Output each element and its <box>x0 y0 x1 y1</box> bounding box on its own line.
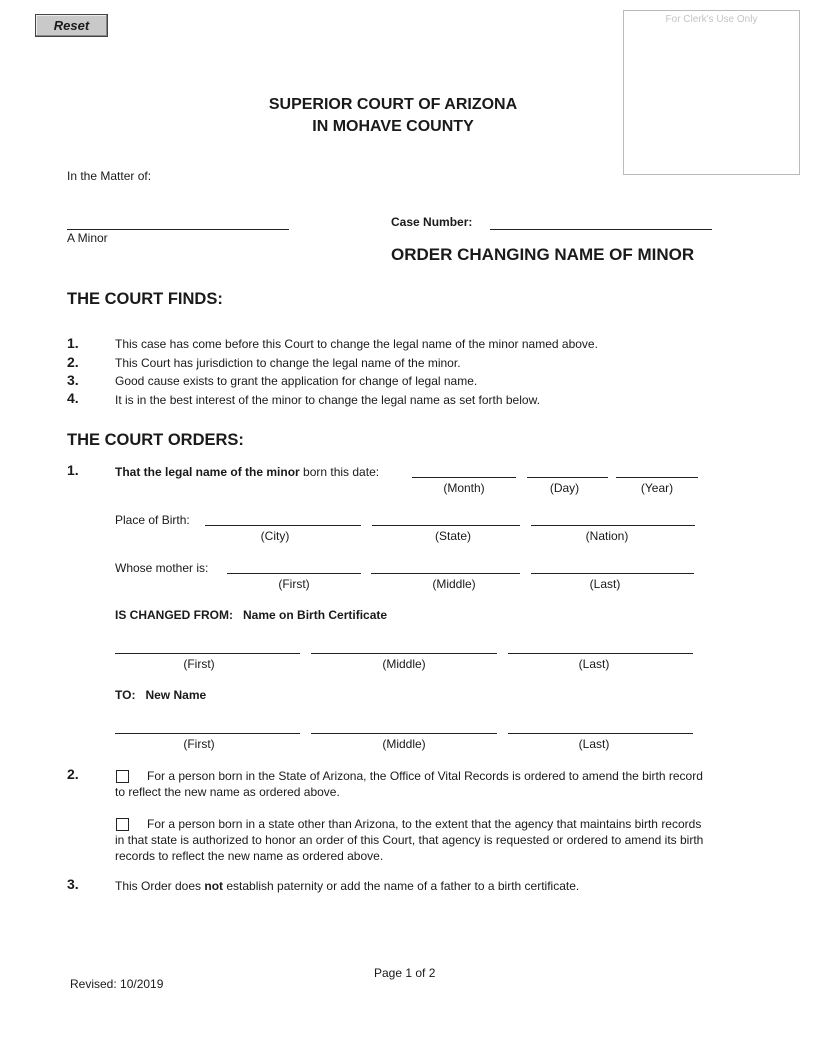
mother-first-label: (First) <box>278 577 310 591</box>
year-label: (Year) <box>640 481 674 495</box>
to-last-label: (Last) <box>578 737 610 751</box>
to-heading <box>115 688 206 702</box>
birth-day-field[interactable] <box>527 477 608 478</box>
from-middle-field[interactable] <box>311 653 497 654</box>
changed-from-label: IS CHANGED FROM: <box>115 608 233 622</box>
order-number: 1. <box>67 462 79 478</box>
order-number: 3. <box>67 876 79 892</box>
mother-label: Whose mother is: <box>115 561 209 575</box>
order1-lead-bold: That the legal name of the minor <box>115 465 300 479</box>
order3-text-after: establish paternity or add the name of a father to a birth certificate. <box>223 879 580 893</box>
from-first-label: (First) <box>183 657 215 671</box>
order-number: 2. <box>67 766 79 782</box>
from-last-field[interactable] <box>508 653 693 654</box>
minor-name-line <box>67 229 289 230</box>
from-last-label: (Last) <box>578 657 610 671</box>
changed-from-sub: Name on Birth Certificate <box>243 608 388 622</box>
place-of-birth-label: Place of Birth: <box>115 513 190 527</box>
to-label: TO: <box>115 688 136 702</box>
court-orders-heading: THE COURT ORDERS: <box>67 431 244 449</box>
case-number-line <box>490 229 712 230</box>
case-number-label: Case Number: <box>391 215 473 229</box>
from-first-field[interactable] <box>115 653 300 654</box>
mother-last-label: (Last) <box>589 577 621 591</box>
nation-label: (Nation) <box>585 529 629 543</box>
court-finds-heading: THE COURT FINDS: <box>67 290 223 308</box>
city-label: (City) <box>260 529 290 543</box>
page-number: Page 1 of 2 <box>374 966 436 980</box>
birth-nation-field[interactable] <box>531 525 695 526</box>
arizona-birth-text: For a person born in the State of Arizona, the Office of Vital Records is ordered to amend the birth record to reflect the new name as ordered above. <box>115 769 703 799</box>
to-first-label: (First) <box>183 737 215 751</box>
finding-number: 1. <box>67 335 79 351</box>
finding-number: 3. <box>67 372 79 388</box>
order1-lead-rest: born this date: <box>299 465 380 479</box>
to-middle-field[interactable] <box>311 733 497 734</box>
mother-first-field[interactable] <box>227 573 361 574</box>
birth-city-field[interactable] <box>205 525 361 526</box>
day-label: (Day) <box>549 481 580 495</box>
finding-number: 2. <box>67 354 79 370</box>
birth-month-field[interactable] <box>412 477 516 478</box>
court-name: SUPERIOR COURT OF ARIZONA <box>268 96 518 113</box>
court-county: IN MOHAVE COUNTY <box>312 118 474 135</box>
clerk-use-box <box>623 10 800 175</box>
mother-middle-label: (Middle) <box>432 577 476 591</box>
minor-name-field[interactable] <box>67 211 289 227</box>
to-middle-label: (Middle) <box>382 737 426 751</box>
birth-year-field[interactable] <box>616 477 698 478</box>
to-first-field[interactable] <box>115 733 300 734</box>
finding-text: Good cause exists to grant the application for change of legal name. <box>115 374 478 388</box>
to-last-field[interactable] <box>508 733 693 734</box>
reset-button[interactable]: Reset <box>35 14 108 37</box>
case-number-field[interactable] <box>490 213 712 229</box>
finding-text: This case has come before this Court to change the legal name of the minor named above. <box>115 337 598 351</box>
to-sub: New Name <box>145 688 207 702</box>
finding-text: It is in the best interest of the minor to change the legal name as set forth below. <box>115 393 540 407</box>
in-matter-of-label: In the Matter of: <box>67 169 152 183</box>
from-middle-label: (Middle) <box>382 657 426 671</box>
order3-text <box>115 879 579 893</box>
order3-text-before: This Order does <box>115 879 205 893</box>
birth-state-field[interactable] <box>372 525 520 526</box>
finding-text: This Court has jurisdiction to change the legal name of the minor. <box>115 356 461 370</box>
order1-lead <box>115 465 379 479</box>
finding-number: 4. <box>67 390 79 406</box>
a-minor-label: A Minor <box>67 231 108 245</box>
month-label: (Month) <box>443 481 485 495</box>
changed-from-heading <box>115 608 387 622</box>
other-state-birth-text: For a person born in a state other than Arizona, to the extent that the agency that maintains birth records in that state is authorized to honor an order of this Court, that agency is requested or ordered to amend its birth records to reflect the new name as ordered above. <box>115 817 704 863</box>
state-label: (State) <box>434 529 471 543</box>
document-title: ORDER CHANGING NAME OF MINOR <box>391 245 695 264</box>
mother-last-field[interactable] <box>531 573 694 574</box>
revised-date: Revised: 10/2019 <box>70 977 164 991</box>
clerk-use-label: For Clerk's Use Only <box>665 14 758 25</box>
order3-text-bold: not <box>204 879 224 893</box>
mother-middle-field[interactable] <box>371 573 520 574</box>
